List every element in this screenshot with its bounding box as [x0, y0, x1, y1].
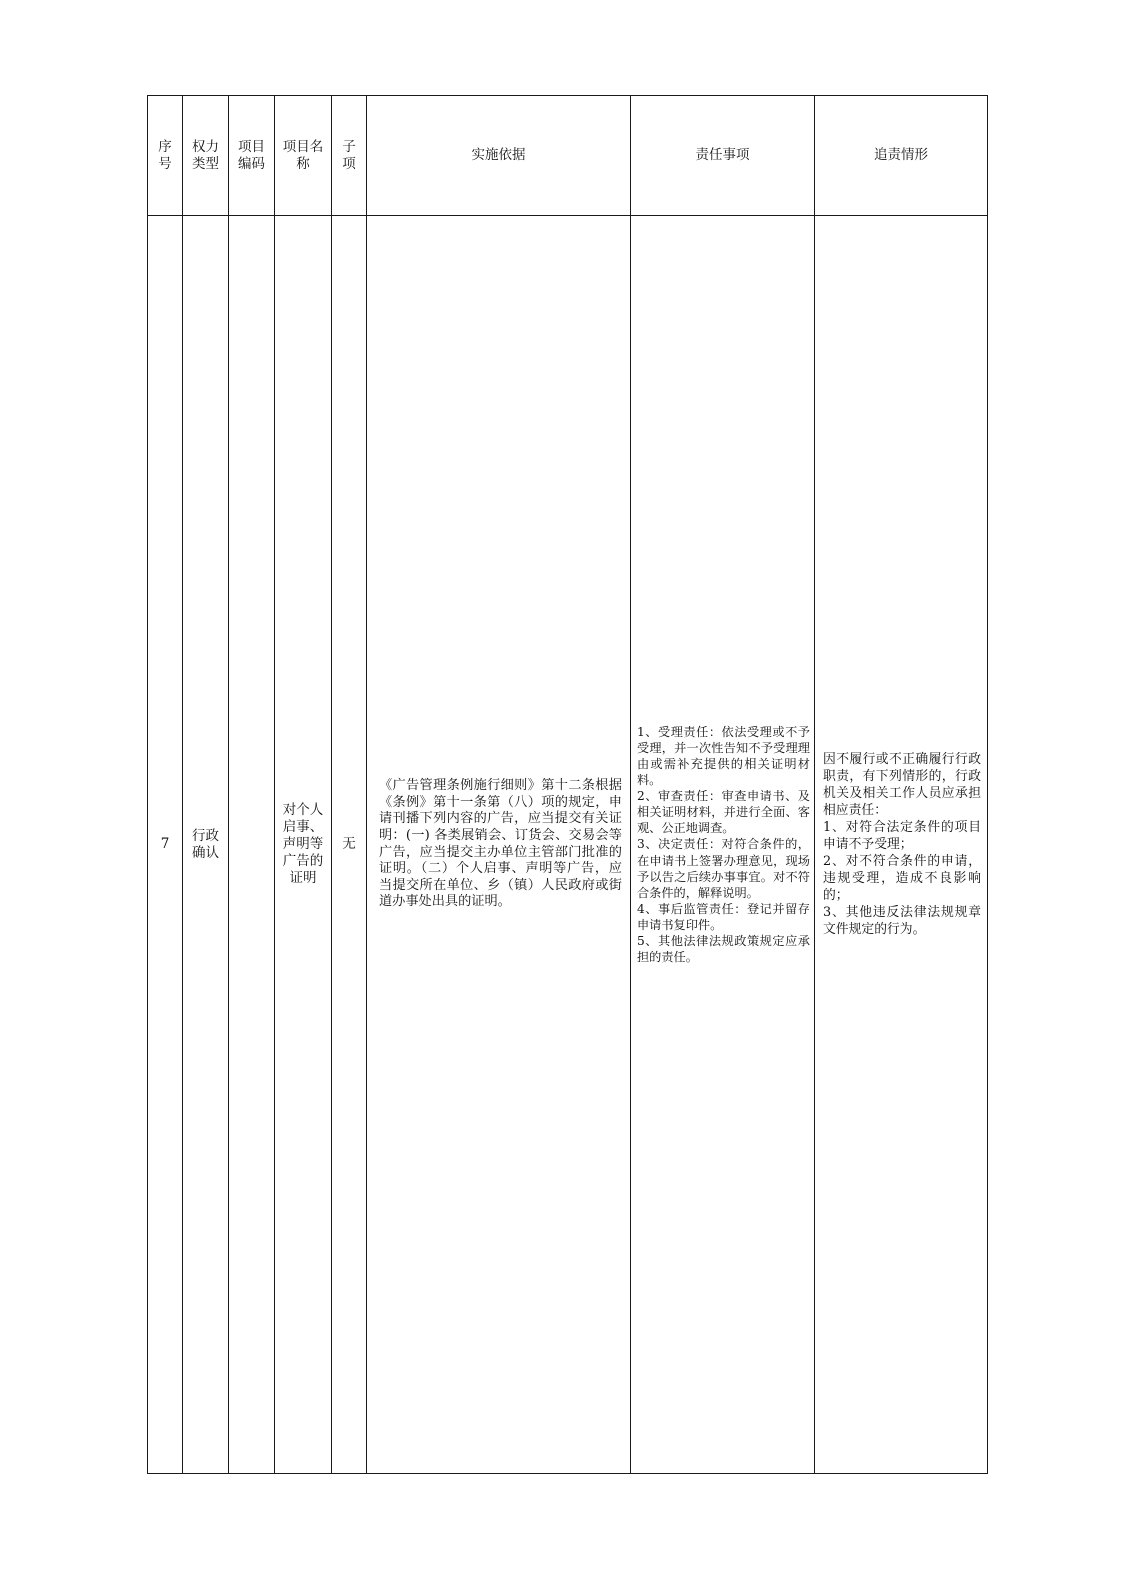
header-seq	[148, 96, 183, 216]
responsibility-item: 4、事后监管责任：登记并留存申请书复印件。	[637, 901, 810, 932]
header-power-type	[183, 96, 229, 216]
header-basis	[367, 96, 631, 216]
header-sub-item	[332, 96, 367, 216]
header-item-name-label: 项目名称	[282, 138, 324, 172]
responsibility-item: 2、审查责任：审查申请书、及相关证明材料，并进行全面、客观、公正地调查。	[637, 789, 810, 836]
header-responsibility	[631, 96, 815, 216]
accountability-item: 2、对不符合条件的申请，违规受理，造成不良影响的；	[823, 854, 981, 903]
cell-seq-value: 7	[160, 836, 170, 852]
header-accountability	[815, 96, 988, 216]
table-header-row	[148, 96, 988, 216]
header-item-code	[229, 96, 275, 216]
cell-item-code	[229, 216, 275, 1474]
accountability-list	[815, 751, 987, 938]
header-basis-label: 实施依据	[471, 147, 526, 163]
cell-accountability	[815, 216, 988, 1474]
accountability-item: 因不履行或不正确履行行政职责，有下列情形的，行政机关及相关工作人员应承担相应责任：	[823, 752, 981, 818]
cell-power-type-value: 行政确认	[192, 827, 219, 861]
responsibility-item: 1、受理责任：依法受理或不予受理，并一次性告知不予受理理由或需补充提供的相关证明材料。	[637, 724, 810, 788]
header-responsibility-label: 责任事项	[695, 147, 750, 163]
header-seq-label: 序号	[158, 138, 172, 172]
cell-item-name-value: 对个人启事、声明等广告的证明	[282, 802, 324, 886]
accountability-item: 3、其他违反法律法规规章文件规定的行为。	[823, 905, 981, 937]
cell-sub-item	[332, 216, 367, 1474]
header-accountability-label: 追责情形	[874, 147, 928, 163]
cell-seq	[148, 216, 183, 1474]
cell-basis-text: 《广告管理条例施行细则》第十二条根据《条例》第十一条第（八）项的规定，申请刊播下列内容的广告，应当提交有关证明：(一) 各类展销会、订货会、交易会等广告，应当提交主办单位主管部门批准的证明。（二）个人启事、声明等广告，应当提交所在单位、乡（镇）人民政府或街道办事处出具的证明。	[379, 778, 622, 910]
table-row	[148, 216, 988, 1474]
cell-basis	[367, 216, 631, 1474]
responsibility-item: 3、决定责任：对符合条件的，在申请书上签署办理意见，现场予以告之后续办事事宜。对不符合条件的，解释说明。	[637, 837, 810, 900]
cell-sub-item-value: 无	[342, 836, 356, 852]
cell-responsibility	[631, 216, 815, 1474]
cell-power-type	[183, 216, 229, 1474]
header-sub-item-label: 子项	[342, 138, 356, 172]
responsibility-list	[631, 724, 814, 965]
header-item-code-label: 项目编码	[238, 138, 265, 172]
power-list-table	[147, 95, 988, 1474]
header-item-name	[275, 96, 332, 216]
responsibility-item: 5、其他法律法规政策规定应承担的责任。	[637, 934, 810, 965]
accountability-item: 1、对符合法定条件的项目申请不予受理；	[823, 820, 981, 852]
header-power-type-label: 权力类型	[192, 138, 219, 172]
cell-item-name	[275, 216, 332, 1474]
